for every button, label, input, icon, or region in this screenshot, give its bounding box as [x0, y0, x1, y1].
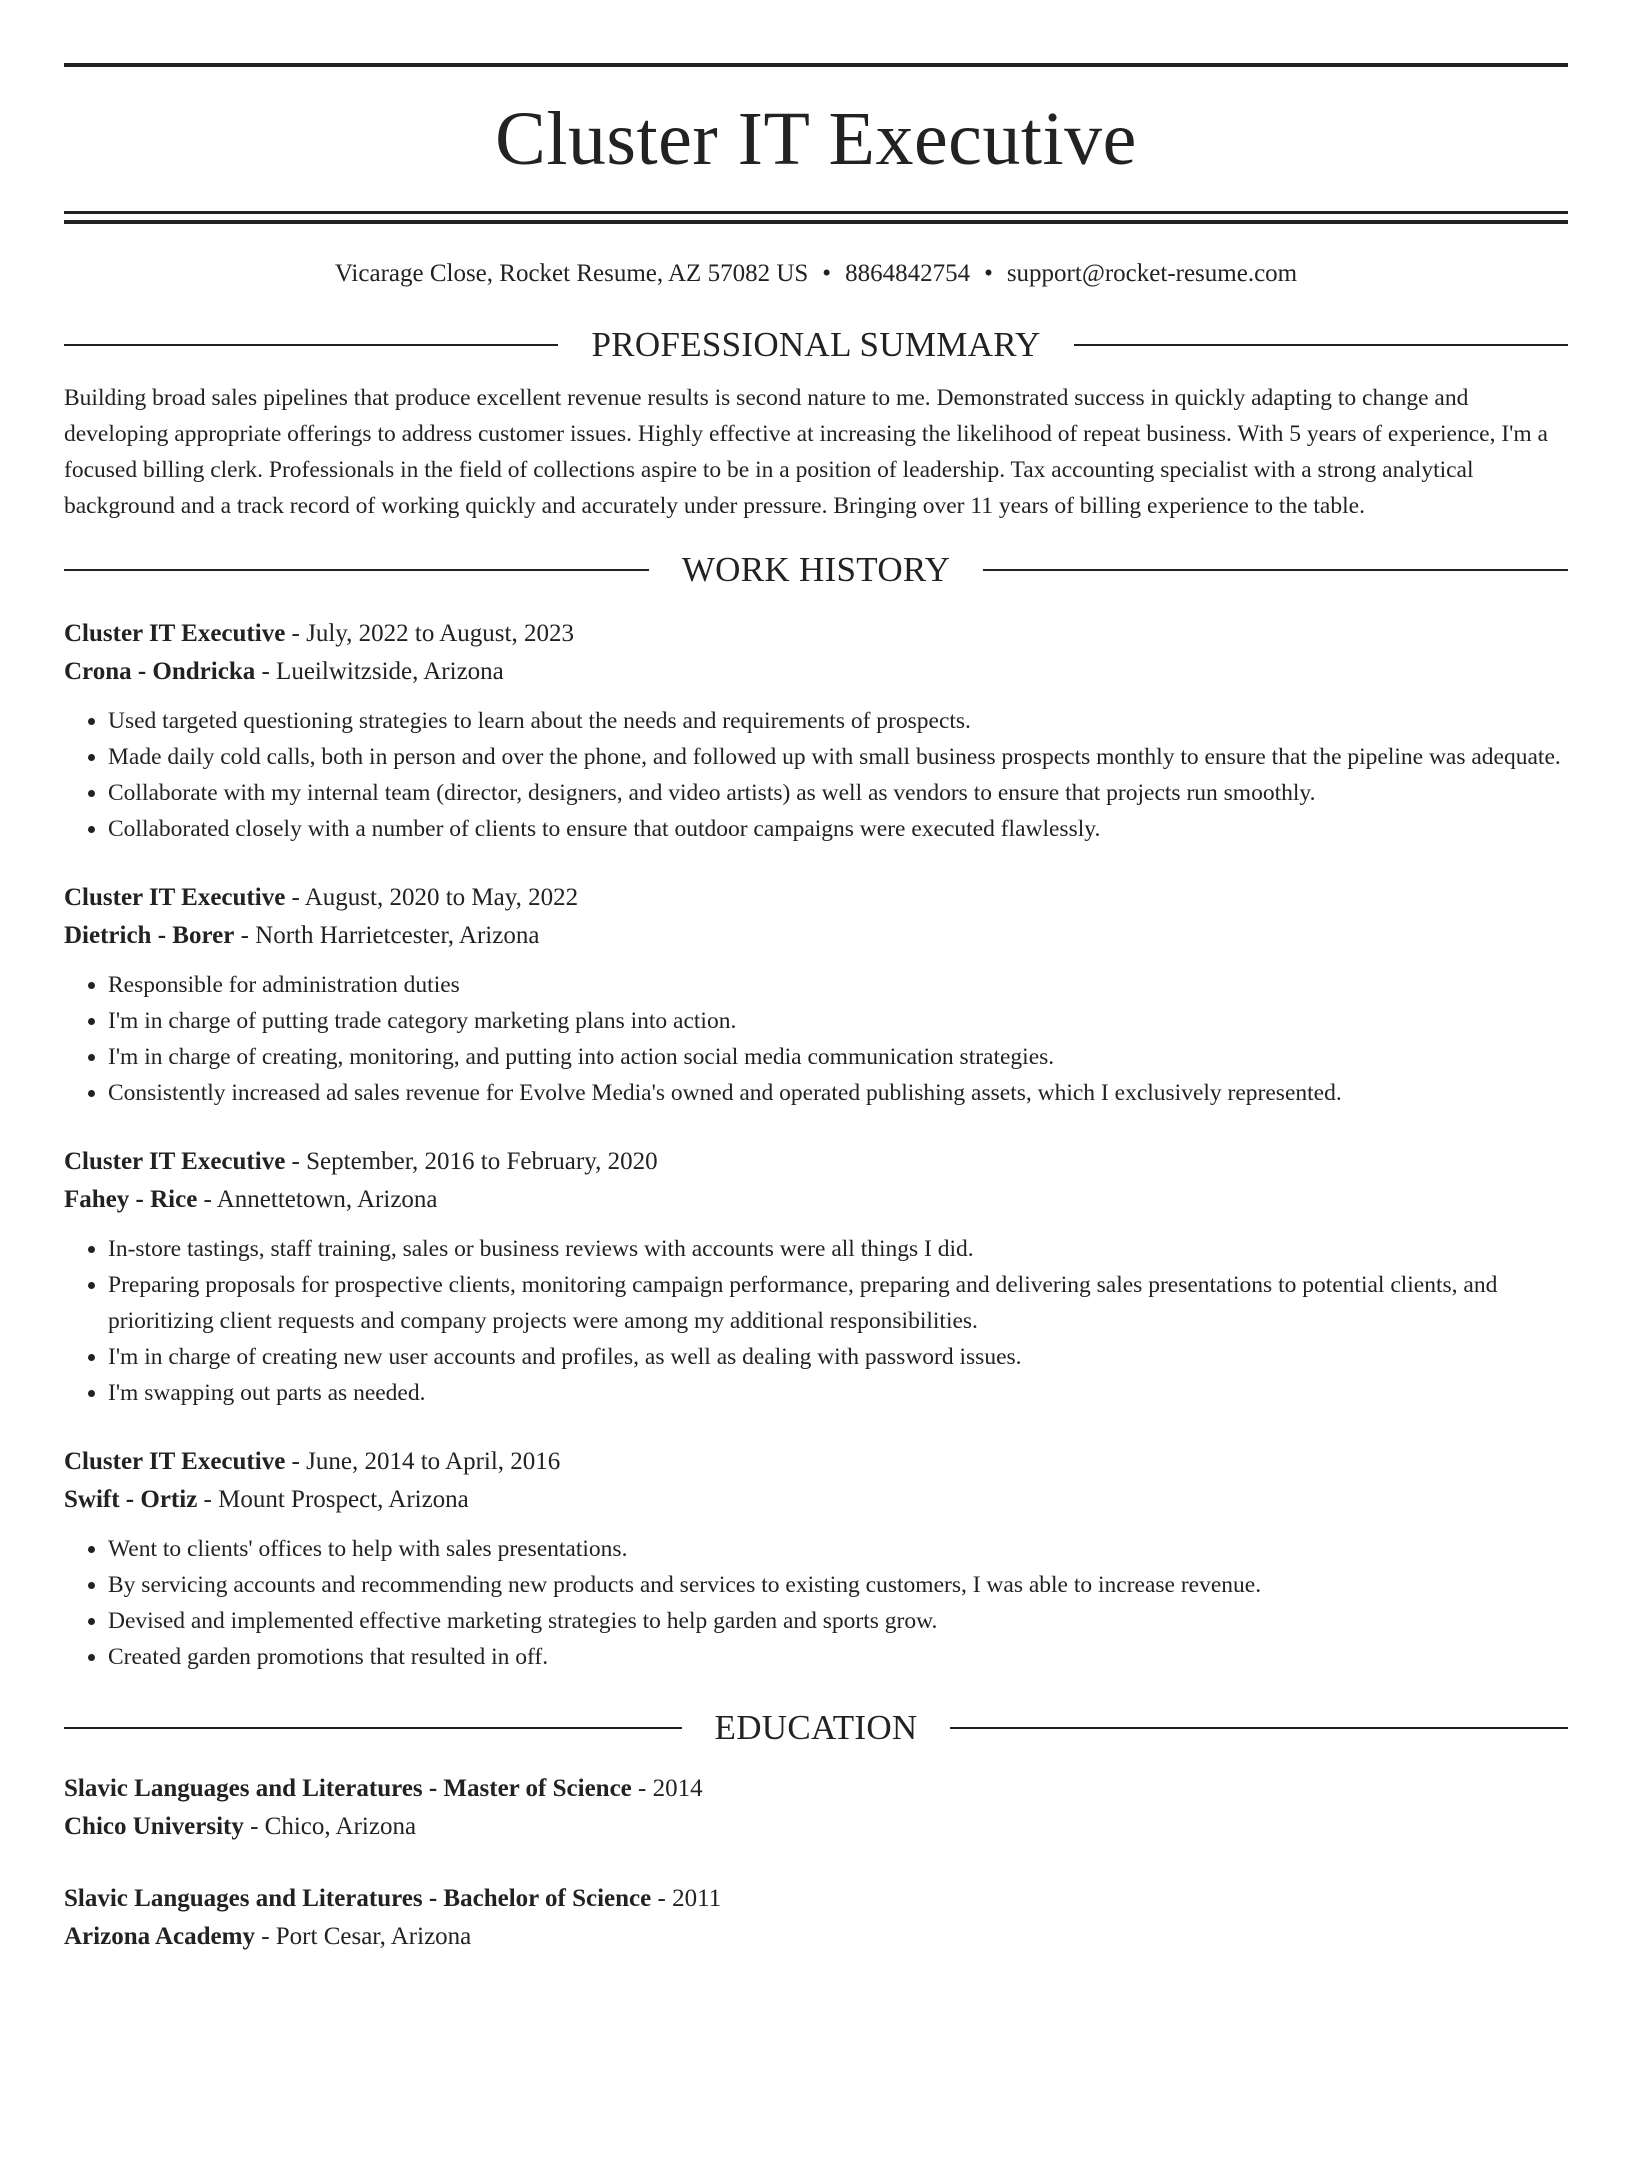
- job-bullet: • Consistently increased ad sales revenue for Evolve Media's owned and operated publishing assets, which I exclusively represented.: [108, 1075, 1568, 1111]
- section-heading-work-history: [64, 550, 1568, 590]
- education-location: - Port Cesar, Arizona: [254, 1923, 472, 1950]
- resume-page: [0, 63, 1632, 2175]
- job-entry: [64, 615, 1568, 847]
- job-bullets: [64, 703, 1568, 847]
- job-company: Dietrich - Borer: [64, 922, 235, 949]
- education-degree: Slavic Languages and Literatures - Master of Science: [64, 1775, 632, 1802]
- candidate-name: Cluster IT Executive: [495, 97, 1137, 181]
- heading-rule-right: [950, 1727, 1568, 1729]
- job-title-line: [64, 1443, 1568, 1481]
- education-degree-line: [64, 1880, 1568, 1918]
- job-company: Fahey - Rice: [64, 1186, 198, 1213]
- contact-address: Vicarage Close, Rocket Resume, AZ 57082 US: [334, 260, 809, 287]
- contact-email: support@rocket-resume.com: [1006, 260, 1298, 287]
- job-bullet: • Created garden promotions that resulted in off.: [108, 1639, 1568, 1675]
- job-title: Cluster IT Executive: [64, 620, 286, 647]
- job-title: Cluster IT Executive: [64, 884, 286, 911]
- heading-rule-left: [64, 344, 558, 346]
- job-title: Cluster IT Executive: [64, 1148, 286, 1175]
- heading-rule-left: [64, 1727, 682, 1729]
- job-bullet: • I'm in charge of putting trade category marketing plans into action.: [108, 1003, 1568, 1039]
- heading-rule-right: [1074, 344, 1568, 346]
- job-bullet: • In-store tastings, staff training, sales or business reviews with accounts were all things I did.: [108, 1231, 1568, 1267]
- contact-separator: •: [822, 260, 832, 287]
- education-school: Chico University: [64, 1813, 244, 1840]
- contact-phone: 8864842754: [845, 260, 971, 287]
- education-year: - 2014: [631, 1775, 703, 1802]
- summary-text: Building broad sales pipelines that produce excellent revenue results is second nature to me. Demonstrated success in quickly adapting to change and developing appropriate offerings to address customer issues. Highly effective at increasing the likelihood of repeat business. With 5 years of experience, I'm a focused billing clerk. Professionals in the field of collections aspire to be in a position of leadership. Tax accounting specialist with a strong analytical background and a track record of working quickly and accurately under pressure. Bringing over 11 years of billing experience to the table.: [64, 385, 1548, 519]
- job-entry: [64, 879, 1568, 1111]
- job-title-line: [64, 615, 1568, 653]
- job-title-line: [64, 1143, 1568, 1181]
- job-bullets: [64, 1231, 1568, 1411]
- contact-separator: •: [984, 260, 993, 287]
- job-bullet: • Responsible for administration duties: [108, 967, 1568, 1003]
- job-bullet: • Collaborated closely with a number of clients to ensure that outdoor campaigns were executed flawlessly.: [108, 811, 1568, 847]
- education-degree-line: [64, 1770, 1568, 1808]
- job-bullet: • Collaborate with my internal team (director, designers, and video artists) as well as vendors to ensure that projects run smoothly.: [108, 775, 1568, 811]
- job-dates: - September, 2016 to February, 2020: [285, 1148, 658, 1175]
- contact-line: [64, 257, 1568, 291]
- job-company-line: [64, 1481, 1568, 1519]
- education-location: - Chico, Arizona: [243, 1813, 417, 1840]
- education-entry: [64, 1880, 1568, 1956]
- section-heading-summary: [64, 325, 1568, 365]
- job-company: Crona - Ondricka: [64, 658, 256, 685]
- job-title: Cluster IT Executive: [64, 1448, 286, 1475]
- section-heading-education: [64, 1708, 1568, 1748]
- job-bullet: • I'm in charge of creating new user accounts and profiles, as well as dealing with password issues.: [108, 1339, 1568, 1375]
- job-company: Swift - Ortiz: [64, 1486, 198, 1513]
- header-top-rule: [64, 63, 1568, 67]
- education-school-line: [64, 1918, 1568, 1956]
- heading-rule-right: [983, 569, 1568, 571]
- job-company-line: [64, 917, 1568, 955]
- education-school-line: [64, 1808, 1568, 1846]
- job-bullet: • Devised and implemented effective marketing strategies to help garden and sports grow.: [108, 1603, 1568, 1639]
- job-dates: - August, 2020 to May, 2022: [285, 884, 579, 911]
- job-bullet: • Made daily cold calls, both in person and over the phone, and followed up with small business prospects monthly to ensure that the pipeline was adequate.: [108, 739, 1568, 775]
- education-school: Arizona Academy: [64, 1923, 255, 1950]
- job-bullet: • Went to clients' offices to help with sales presentations.: [108, 1531, 1568, 1567]
- job-bullet: • I'm in charge of creating, monitoring, and putting into action social media communication strategies.: [108, 1039, 1568, 1075]
- job-location: - Mount Prospect, Arizona: [197, 1486, 469, 1513]
- job-bullets: [64, 1531, 1568, 1675]
- section-title: PROFESSIONAL SUMMARY: [591, 325, 1041, 364]
- job-bullet: • Preparing proposals for prospective clients, monitoring campaign performance, preparing and delivering sales presentations to potential clients, and prioritizing client requests and company projects were among my additional responsibilities.: [108, 1267, 1568, 1339]
- job-location: - Annettetown, Arizona: [197, 1186, 438, 1213]
- job-dates: - June, 2014 to April, 2016: [285, 1448, 561, 1475]
- job-bullet: • I'm swapping out parts as needed.: [108, 1375, 1568, 1411]
- section-title: WORK HISTORY: [681, 550, 951, 589]
- job-company-line: [64, 653, 1568, 691]
- job-bullet: • Used targeted questioning strategies to learn about the needs and requirements of prospects.: [108, 703, 1568, 739]
- job-dates: - July, 2022 to August, 2023: [285, 620, 574, 647]
- job-location: - North Harrietcester, Arizona: [234, 922, 540, 949]
- job-title-line: [64, 879, 1568, 917]
- job-location: - Lueilwitzside, Arizona: [255, 658, 504, 685]
- job-bullets: [64, 967, 1568, 1111]
- job-company-line: [64, 1181, 1568, 1219]
- header-double-rule: [64, 211, 1568, 224]
- education-year: - 2011: [651, 1885, 722, 1912]
- education-degree: Slavic Languages and Literatures - Bachelor of Science: [64, 1885, 652, 1912]
- job-entry: [64, 1443, 1568, 1675]
- job-entry: [64, 1143, 1568, 1411]
- section-title: EDUCATION: [714, 1708, 918, 1747]
- education-entry: [64, 1770, 1568, 1846]
- heading-rule-left: [64, 569, 649, 571]
- job-bullet: • By servicing accounts and recommending new products and services to existing customers, I was able to increase revenue.: [108, 1567, 1568, 1603]
